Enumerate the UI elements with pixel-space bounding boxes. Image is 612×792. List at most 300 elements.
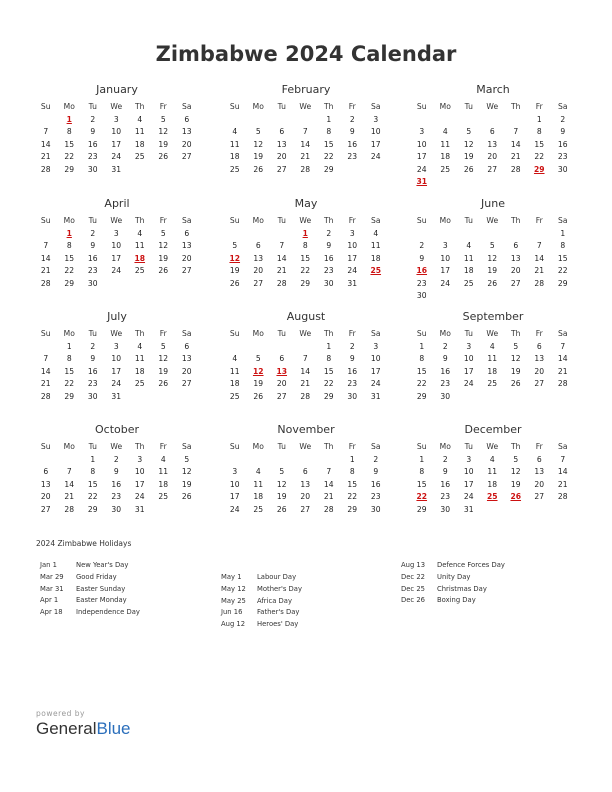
- day-cell: 7: [43, 241, 49, 250]
- holiday-entry: [221, 584, 391, 596]
- weekday-label: Th: [324, 329, 334, 338]
- day-cell: 21: [276, 266, 287, 275]
- day-cell: 23: [87, 152, 98, 161]
- day-cell: 22: [64, 379, 75, 388]
- weekday-label: Tu: [277, 442, 286, 451]
- day-cell: 4: [466, 241, 472, 250]
- holiday-day-cell: 25: [370, 266, 382, 275]
- weekday-label: Fr: [535, 442, 543, 451]
- holiday-day-cell: 31: [416, 177, 428, 186]
- day-cell: 8: [326, 354, 332, 363]
- day-cell: 19: [510, 479, 521, 489]
- day-cell: 28: [300, 391, 311, 401]
- week-row: [410, 479, 576, 492]
- holiday-date: Dec 25: [401, 584, 425, 593]
- day-cell: 8: [536, 127, 542, 136]
- day-cell: 12: [510, 467, 521, 476]
- weekday-header-row: [410, 441, 576, 454]
- day-cell: 13: [181, 354, 192, 363]
- weekday-label: We: [299, 102, 312, 111]
- weekday-label: Fr: [348, 442, 356, 451]
- day-cell: 1: [419, 454, 425, 464]
- day-cell: 4: [489, 341, 495, 351]
- day-cell: 23: [416, 278, 427, 288]
- holiday-day-cell: 16: [416, 266, 428, 275]
- weekday-label: We: [110, 442, 123, 451]
- day-cell: 26: [463, 164, 474, 174]
- day-cell: 14: [40, 253, 51, 263]
- day-cell: 12: [487, 253, 498, 263]
- empty-day-cell: [504, 504, 528, 517]
- day-cell: 22: [300, 266, 311, 275]
- day-cell: 7: [279, 241, 285, 250]
- day-cell: 18: [370, 253, 381, 263]
- day-cell: 4: [137, 341, 143, 351]
- holiday-day-cell: 26: [510, 492, 522, 501]
- empty-day-cell: [175, 164, 199, 177]
- day-cell: 24: [229, 504, 240, 514]
- day-cell: 18: [463, 266, 474, 275]
- month-name: November: [277, 423, 335, 436]
- weekday-label: Mo: [252, 329, 264, 338]
- empty-day-cell: [317, 454, 341, 467]
- holiday-column: [401, 560, 571, 607]
- day-cell: 3: [373, 341, 379, 351]
- week-row: [223, 228, 389, 241]
- day-cell: 3: [137, 454, 143, 464]
- weekday-label: Fr: [535, 329, 543, 338]
- day-cell: 18: [134, 366, 145, 376]
- holiday-entry: [401, 572, 571, 584]
- empty-day-cell: [481, 176, 505, 189]
- weekday-label: Th: [324, 102, 334, 111]
- day-cell: 12: [510, 354, 521, 363]
- day-cell: 3: [113, 341, 119, 351]
- day-cell: 30: [440, 504, 451, 514]
- day-cell: 4: [137, 228, 143, 238]
- weekday-label: Tu: [88, 216, 97, 225]
- day-cell: 15: [300, 253, 311, 263]
- weekday-header-row: [410, 101, 576, 114]
- day-cell: 7: [43, 127, 49, 136]
- holiday-date: Apr 18: [40, 608, 63, 617]
- day-cell: 29: [87, 504, 98, 514]
- day-cell: 10: [347, 241, 358, 250]
- day-cell: 30: [87, 278, 98, 288]
- weekday-label: Fr: [348, 329, 356, 338]
- day-cell: 12: [158, 241, 169, 250]
- day-cell: 14: [40, 139, 51, 149]
- day-cell: 13: [300, 479, 311, 489]
- empty-day-cell: [128, 164, 152, 177]
- day-cell: 14: [323, 479, 334, 489]
- day-cell: 29: [323, 391, 334, 401]
- day-cell: 11: [370, 241, 381, 250]
- day-cell: 13: [534, 467, 545, 476]
- weekday-label: Tu: [277, 216, 286, 225]
- day-cell: 14: [300, 366, 311, 376]
- empty-day-cell: [128, 278, 152, 291]
- day-cell: 24: [134, 492, 145, 501]
- empty-day-cell: [551, 391, 575, 404]
- day-cell: 6: [43, 467, 49, 476]
- day-cell: 17: [463, 366, 474, 376]
- week-row: [34, 265, 200, 278]
- holiday-entry: [40, 607, 210, 619]
- day-cell: 2: [90, 341, 96, 351]
- empty-day-cell: [34, 228, 58, 241]
- day-cell: 8: [419, 354, 425, 363]
- day-cell: 27: [276, 391, 287, 401]
- week-row: [410, 228, 576, 241]
- day-cell: 27: [181, 266, 192, 275]
- day-cell: 23: [557, 152, 568, 161]
- weekday-label: We: [486, 329, 499, 338]
- holiday-day-cell: 1: [66, 228, 72, 238]
- day-cell: 25: [134, 266, 145, 275]
- day-cell: 13: [487, 139, 498, 149]
- day-cell: 7: [326, 467, 332, 476]
- day-cell: 11: [487, 354, 498, 363]
- day-cell: 16: [323, 253, 334, 263]
- weekday-label: Sa: [558, 216, 568, 225]
- day-cell: 5: [184, 454, 190, 464]
- day-cell: 8: [90, 467, 96, 476]
- weekday-label: Fr: [348, 102, 356, 111]
- day-cell: 19: [229, 266, 240, 275]
- day-cell: 8: [326, 127, 332, 136]
- day-cell: 27: [181, 152, 192, 161]
- week-row: [223, 265, 389, 278]
- month-name: May: [294, 197, 318, 210]
- day-cell: 11: [440, 139, 451, 149]
- day-cell: 28: [300, 164, 311, 174]
- day-cell: 14: [276, 253, 287, 263]
- holidays-title: 2024 Zimbabwe Holidays: [36, 539, 132, 548]
- day-cell: 22: [64, 152, 75, 161]
- week-row: [410, 290, 576, 303]
- holiday-day-cell: 18: [134, 253, 146, 263]
- day-cell: 11: [463, 253, 474, 263]
- holiday-name: Mother's Day: [257, 584, 302, 593]
- holiday-entry: [221, 607, 391, 619]
- empty-day-cell: [58, 454, 82, 467]
- day-cell: 30: [87, 164, 98, 174]
- day-cell: 18: [253, 492, 264, 501]
- month-march: [410, 83, 576, 189]
- day-cell: 16: [440, 366, 451, 376]
- weekday-label: Sa: [371, 329, 381, 338]
- day-cell: 23: [87, 379, 98, 388]
- day-cell: 27: [276, 164, 287, 174]
- day-cell: 9: [90, 241, 96, 250]
- week-row: [34, 479, 200, 492]
- week-row: [34, 353, 200, 366]
- empty-day-cell: [223, 454, 247, 467]
- day-cell: 25: [158, 492, 169, 501]
- day-cell: 4: [232, 127, 238, 136]
- day-cell: 27: [253, 278, 264, 288]
- week-row: [410, 378, 576, 391]
- holiday-entry: [40, 560, 210, 572]
- day-cell: 10: [111, 354, 122, 363]
- day-cell: 7: [302, 127, 308, 136]
- day-cell: 4: [160, 454, 166, 464]
- holiday-entry: [221, 596, 391, 608]
- empty-day-cell: [504, 176, 528, 189]
- holiday-day-cell: 12: [252, 366, 264, 376]
- empty-day-cell: [528, 176, 552, 189]
- day-cell: 15: [534, 139, 545, 149]
- day-cell: 19: [158, 253, 169, 263]
- empty-day-cell: [410, 114, 434, 127]
- month-february: [223, 83, 389, 176]
- empty-day-cell: [504, 114, 528, 127]
- day-cell: 1: [326, 341, 332, 351]
- day-cell: 2: [442, 341, 448, 351]
- week-row: [223, 126, 389, 139]
- day-cell: 17: [111, 253, 122, 263]
- empty-day-cell: [247, 228, 271, 241]
- weekday-label: Sa: [182, 216, 192, 225]
- empty-day-cell: [481, 504, 505, 517]
- week-row: [410, 341, 576, 354]
- day-cell: 9: [442, 467, 448, 476]
- day-cell: 30: [87, 391, 98, 401]
- holiday-name: Africa Day: [257, 596, 292, 605]
- day-cell: 31: [370, 391, 381, 401]
- day-cell: 28: [276, 278, 287, 288]
- day-cell: 6: [489, 127, 495, 136]
- day-cell: 15: [64, 253, 75, 263]
- day-cell: 6: [184, 228, 190, 238]
- week-row: [34, 253, 200, 266]
- holiday-date: May 1: [221, 573, 242, 581]
- day-cell: 10: [111, 127, 122, 136]
- day-cell: 19: [510, 366, 521, 376]
- day-cell: 7: [43, 354, 49, 363]
- empty-day-cell: [152, 278, 176, 291]
- day-cell: 5: [232, 241, 238, 250]
- weekday-label: Su: [40, 329, 51, 338]
- day-cell: 14: [557, 354, 568, 363]
- week-row: [34, 240, 200, 253]
- day-cell: 12: [181, 467, 192, 476]
- week-row: [34, 164, 200, 177]
- month-january: [34, 83, 200, 176]
- holiday-day-cell: 1: [302, 228, 308, 238]
- day-cell: 5: [160, 114, 166, 124]
- month-name: August: [286, 310, 326, 323]
- day-cell: 2: [113, 454, 119, 464]
- week-row: [410, 504, 576, 517]
- day-cell: 18: [158, 479, 169, 489]
- week-row: [34, 151, 200, 164]
- holiday-name: Defence Forces Day: [437, 561, 505, 569]
- brand-name-part1: General: [36, 719, 97, 738]
- weekday-header-row: [223, 328, 389, 341]
- week-row: [410, 126, 576, 139]
- day-cell: 26: [253, 391, 264, 401]
- empty-day-cell: [457, 114, 481, 127]
- weekday-label: Su: [229, 442, 240, 451]
- day-cell: 30: [416, 291, 427, 300]
- day-cell: 11: [134, 241, 145, 250]
- week-row: [410, 114, 576, 127]
- week-row: [223, 479, 389, 492]
- day-cell: 3: [232, 467, 238, 476]
- day-cell: 22: [323, 152, 334, 161]
- holiday-date: Aug 12: [221, 620, 246, 629]
- day-cell: 28: [323, 504, 334, 514]
- empty-day-cell: [528, 290, 552, 303]
- weekday-label: Th: [511, 216, 521, 225]
- day-cell: 1: [349, 454, 355, 464]
- day-cell: 22: [64, 266, 75, 275]
- month-december: [410, 423, 576, 516]
- weekday-label: Su: [416, 329, 427, 338]
- day-cell: 5: [466, 127, 472, 136]
- month-may: [223, 197, 389, 290]
- day-cell: 9: [326, 241, 332, 250]
- day-cell: 25: [134, 152, 145, 161]
- day-cell: 20: [510, 266, 521, 275]
- day-cell: 29: [416, 391, 427, 401]
- empty-day-cell: [341, 164, 365, 177]
- week-row: [410, 139, 576, 152]
- day-cell: 26: [253, 164, 264, 174]
- day-cell: 23: [347, 152, 358, 161]
- day-cell: 10: [370, 354, 381, 363]
- day-cell: 23: [323, 266, 334, 275]
- week-row: [223, 114, 389, 127]
- holiday-date: May 12: [221, 584, 246, 593]
- day-cell: 15: [87, 479, 98, 489]
- empty-day-cell: [528, 391, 552, 404]
- day-cell: 4: [442, 127, 448, 136]
- day-cell: 4: [489, 454, 495, 464]
- day-cell: 29: [323, 164, 334, 174]
- day-cell: 15: [347, 479, 358, 489]
- weekday-label: Th: [511, 442, 521, 451]
- day-cell: 13: [510, 253, 521, 263]
- day-cell: 24: [416, 164, 427, 174]
- day-cell: 28: [557, 379, 568, 388]
- day-cell: 20: [534, 479, 545, 489]
- holiday-day-cell: 13: [276, 366, 288, 376]
- day-cell: 2: [442, 454, 448, 464]
- day-cell: 9: [419, 253, 425, 263]
- week-row: [34, 504, 200, 517]
- day-cell: 27: [487, 164, 498, 174]
- empty-day-cell: [481, 290, 505, 303]
- day-cell: 27: [300, 504, 311, 514]
- month-name: June: [481, 197, 505, 210]
- day-cell: 19: [253, 379, 264, 388]
- day-cell: 11: [134, 127, 145, 136]
- day-cell: 24: [111, 266, 122, 275]
- weekday-header-row: [410, 328, 576, 341]
- day-cell: 21: [534, 266, 545, 275]
- day-cell: 16: [440, 479, 451, 489]
- day-cell: 27: [181, 379, 192, 388]
- day-cell: 30: [347, 391, 358, 401]
- empty-day-cell: [223, 114, 247, 127]
- weekday-label: Fr: [159, 216, 167, 225]
- empty-day-cell: [551, 290, 575, 303]
- day-cell: 24: [463, 379, 474, 388]
- day-cell: 21: [64, 492, 75, 501]
- weekday-label: Mo: [439, 216, 451, 225]
- weekday-label: Mo: [252, 216, 264, 225]
- week-row: [223, 454, 389, 467]
- empty-day-cell: [34, 454, 58, 467]
- week-row: [223, 504, 389, 517]
- weekday-label: Tu: [277, 329, 286, 338]
- day-cell: 17: [111, 139, 122, 149]
- month-name: September: [462, 310, 524, 323]
- weekday-label: Fr: [535, 102, 543, 111]
- holiday-entry: [221, 619, 391, 631]
- day-cell: 24: [370, 152, 381, 161]
- day-cell: 12: [158, 127, 169, 136]
- day-cell: 30: [370, 504, 381, 514]
- day-cell: 16: [557, 139, 568, 149]
- day-cell: 15: [323, 366, 334, 376]
- day-cell: 6: [536, 454, 542, 464]
- weekday-label: Sa: [558, 329, 568, 338]
- weekday-label: Tu: [464, 442, 473, 451]
- week-row: [223, 491, 389, 504]
- holiday-entry: [221, 572, 391, 584]
- month-september: [410, 310, 576, 403]
- weekday-label: Mo: [252, 102, 264, 111]
- day-cell: 20: [276, 152, 287, 161]
- week-row: [34, 139, 200, 152]
- weekday-header-row: [410, 215, 576, 228]
- holiday-entry: [401, 584, 571, 596]
- day-cell: 8: [349, 467, 355, 476]
- day-cell: 6: [302, 467, 308, 476]
- day-cell: 6: [536, 341, 542, 351]
- holiday-date: Dec 22: [401, 572, 425, 581]
- week-row: [223, 353, 389, 366]
- day-cell: 26: [158, 152, 169, 161]
- holiday-name: New Year's Day: [76, 561, 129, 569]
- day-cell: 20: [181, 139, 192, 149]
- day-cell: 27: [510, 278, 521, 288]
- weekday-label: We: [486, 442, 499, 451]
- page-title: Zimbabwe 2024 Calendar: [155, 42, 457, 66]
- month-name: October: [94, 423, 140, 436]
- day-cell: 9: [90, 127, 96, 136]
- day-cell: 20: [40, 492, 51, 501]
- day-cell: 18: [487, 366, 498, 376]
- day-cell: 9: [560, 127, 566, 136]
- day-cell: 17: [370, 366, 381, 376]
- day-cell: 23: [87, 266, 98, 275]
- day-cell: 20: [534, 366, 545, 376]
- day-cell: 17: [111, 366, 122, 376]
- day-cell: 22: [347, 492, 358, 501]
- month-april: [34, 197, 200, 290]
- day-cell: 25: [463, 278, 474, 288]
- weekday-label: Tu: [88, 442, 97, 451]
- day-cell: 11: [487, 467, 498, 476]
- day-cell: 22: [323, 379, 334, 388]
- day-cell: 7: [536, 241, 542, 250]
- day-cell: 9: [90, 354, 96, 363]
